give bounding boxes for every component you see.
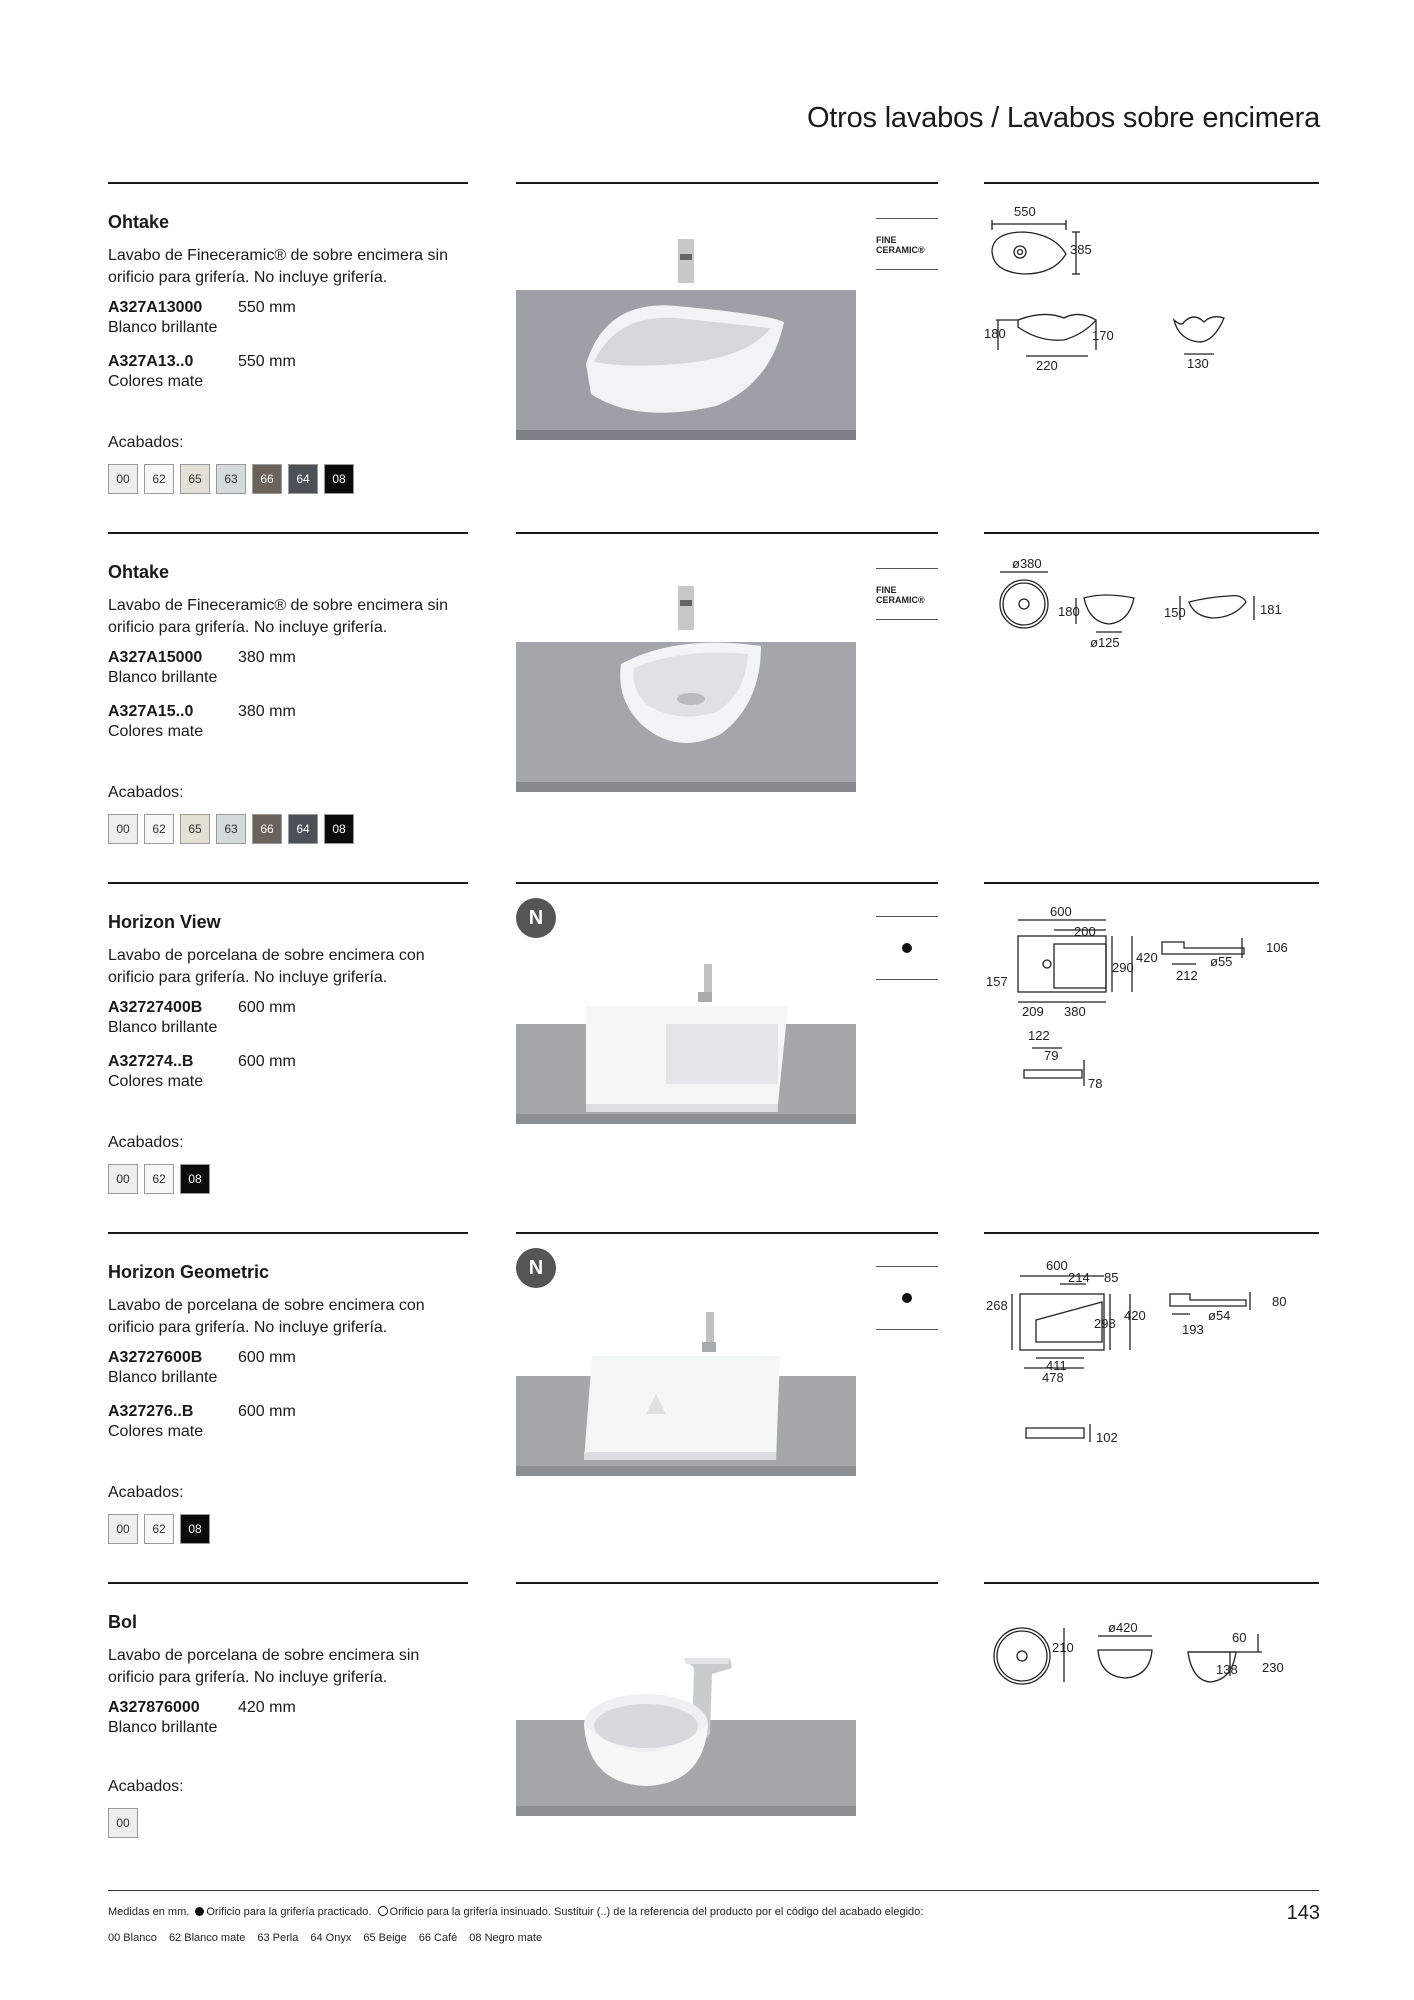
product-description: Lavabo de porcelana de sobre encimera con orificio para grifería. No incluye grifería. [108,947,425,986]
code-row [108,999,468,1039]
section-divider [984,182,1319,184]
finishes-label: Acabados: [108,1778,184,1795]
finish-code: 08 Negro mate [469,1932,543,1944]
page-number: 143 [1286,1902,1320,1924]
section-divider [984,1582,1319,1584]
footer-legend [108,1906,923,1918]
dim-label: ø420 [1108,1620,1138,1635]
code-row [108,1349,468,1389]
product-info [108,912,468,1107]
product-code: A327A15..0 [108,703,194,720]
faucet-hole-dot [902,1293,912,1303]
filled-dot-icon [195,1907,204,1916]
finish-swatches [108,464,354,494]
product-info [108,562,468,757]
product-finish: Colores mate [108,373,204,390]
finish-swatch: 65 [180,464,210,494]
finish-swatch: 08 [324,814,354,844]
product-section-bol [0,1582,1414,1932]
finish-code: 65 Beige [363,1932,407,1944]
new-badge: N [516,1248,556,1288]
dim-label: 180 [1058,604,1080,619]
finish-swatches [108,1164,210,1194]
finishes-label: Acabados: [108,434,184,451]
fine-ceramic-logo [876,218,938,270]
dim-label: 600 [1050,904,1072,919]
dim-label: 220 [1036,358,1058,373]
section-divider [108,1582,468,1584]
product-finish: Colores mate [108,1423,204,1440]
dim-label: ø380 [1012,556,1042,571]
product-size: 600 mm [238,1053,296,1070]
dim-label: 411 [1046,1358,1067,1373]
finish-swatch: 65 [180,814,210,844]
finish-code: 00 Blanco [108,1932,157,1944]
code-row [108,1403,468,1443]
dim-label: 385 [1070,242,1092,257]
dim-label: 210 [1052,1640,1074,1655]
finish-code-legend [108,1932,542,1944]
finish-swatch: 08 [180,1164,210,1194]
product-size: 550 mm [238,299,296,316]
dim-label: 212 [1176,968,1198,983]
dim-label: 157 [986,974,1008,989]
finishes-label: Acabados: [108,1134,184,1151]
product-finish: Blanco brillante [108,1719,218,1736]
dim-label: 230 [1262,1660,1284,1675]
fine-ceramic-line1: FINE [876,585,897,595]
product-finish: Blanco brillante [108,1019,218,1036]
dim-label: ø54 [1208,1308,1231,1323]
technical-drawing [984,902,1319,1132]
product-finish: Colores mate [108,1073,204,1090]
product-info [108,212,468,407]
product-finish: Blanco brillante [108,669,218,686]
section-divider [516,1232,938,1234]
product-code: A32727400B [108,999,203,1016]
product-finish: Blanco brillante [108,1369,218,1386]
finish-swatch: 66 [252,814,282,844]
dim-label: 268 [986,1298,1008,1313]
dim-label: 290 [1112,960,1134,975]
fine-ceramic-line2: CERAMIC® [876,595,925,605]
section-divider [108,182,468,184]
dim-label: 214 [1068,1270,1090,1285]
dim-label: 85 [1104,1270,1119,1285]
dim-label: 180 [984,326,1006,341]
dim-label: 122 [1028,1028,1050,1043]
product-photo [516,234,856,474]
dim-label: 298 [1094,1316,1116,1331]
product-name: Bol [108,1612,137,1632]
product-size: 600 mm [238,1349,296,1366]
technical-drawing [984,552,1319,782]
finishes-label: Acabados: [108,784,184,801]
section-divider [516,182,938,184]
dim-label: 138 [1216,1662,1238,1677]
finish-swatch: 62 [144,814,174,844]
finish-swatch: 00 [108,1164,138,1194]
product-size: 600 mm [238,999,296,1016]
fine-ceramic-line1: FINE [876,235,897,245]
technical-drawing [984,1252,1319,1482]
new-badge: N [516,898,556,938]
section-divider [108,1232,468,1234]
dim-label: 60 [1232,1630,1247,1645]
finish-swatch: 64 [288,814,318,844]
finish-swatches [108,814,354,844]
dim-label: 209 [1022,1004,1044,1019]
product-finish: Blanco brillante [108,319,218,336]
finish-swatch: 00 [108,1808,138,1838]
section-divider [108,532,468,534]
section-divider [984,882,1319,884]
footer-divider [108,1890,1319,1891]
dim-label: ø55 [1210,954,1233,969]
product-code: A327876000 [108,1699,200,1716]
product-photo [516,584,856,824]
finish-swatch: 00 [108,464,138,494]
product-code: A327276..B [108,1403,194,1420]
section-divider [108,882,468,884]
product-description: Lavabo de Fineceramic® de sobre encimera sin orificio para grifería. No incluye grifería. [108,597,448,636]
section-divider [984,532,1319,534]
dim-label: 106 [1266,940,1288,955]
technical-drawing [984,1602,1319,1832]
finish-swatches [108,1514,210,1544]
product-code: A327274..B [108,1053,194,1070]
technical-drawing [984,202,1319,432]
product-section-horizon-view [0,882,1414,1232]
product-name: Horizon Geometric [108,1262,270,1282]
product-name: Ohtake [108,562,170,582]
finishes-label: Acabados: [108,1484,184,1501]
dim-label: 130 [1187,356,1209,371]
product-photo [516,934,856,1174]
fine-ceramic-logo [876,568,938,620]
product-size: 550 mm [238,353,296,370]
dim-label: 80 [1272,1294,1287,1309]
finish-swatch: 66 [252,464,282,494]
finish-swatch: 63 [216,464,246,494]
product-section-ohtake-380 [0,532,1414,882]
product-photo [516,1634,856,1874]
product-code: A327A13000 [108,299,203,316]
code-row [108,299,468,339]
finish-swatches [108,1808,138,1838]
finish-swatch: 64 [288,464,318,494]
legend-hole-drilled: Orificio para la grifería practicado. [206,1906,372,1918]
product-finish: Colores mate [108,723,204,740]
dim-label: 200 [1074,924,1096,939]
finish-code: 64 Onyx [310,1932,352,1944]
dim-label: 420 [1136,950,1158,965]
dim-label: 102 [1096,1430,1118,1445]
dim-label: 170 [1092,328,1114,343]
legend-units: Medidas en mm. [108,1906,190,1918]
product-size: 420 mm [238,1699,296,1716]
faucet-hole-dot [902,943,912,953]
faucet-hole-indicator [876,1266,938,1330]
code-row [108,1053,468,1093]
dim-label: 193 [1182,1322,1204,1337]
section-divider [516,532,938,534]
product-code: A327A13..0 [108,353,194,370]
product-size: 600 mm [238,1403,296,1420]
finish-swatch: 63 [216,814,246,844]
section-divider [516,882,938,884]
product-section-ohtake-550 [0,182,1414,532]
faucet-hole-indicator [876,916,938,980]
product-photo [516,1284,856,1524]
product-info [108,1612,468,1753]
product-code: A327A15000 [108,649,203,666]
dim-label: 78 [1088,1076,1103,1091]
dim-label: 600 [1046,1258,1068,1273]
product-code: A32727600B [108,1349,203,1366]
product-name: Ohtake [108,212,170,232]
finish-swatch: 62 [144,1514,174,1544]
product-section-horizon-geometric [0,1232,1414,1582]
product-info [108,1262,468,1457]
product-name: Horizon View [108,912,221,932]
dim-label: 181 [1260,602,1282,617]
product-description: Lavabo de porcelana de sobre encimera con orificio para grifería. No incluye grifería. [108,1297,425,1336]
code-row [108,353,468,393]
dim-label: 420 [1124,1308,1146,1323]
finish-swatch: 00 [108,1514,138,1544]
finish-swatch: 62 [144,464,174,494]
finish-swatch: 62 [144,1164,174,1194]
finish-swatch: 08 [324,464,354,494]
fine-ceramic-line2: CERAMIC® [876,245,925,255]
product-size: 380 mm [238,703,296,720]
code-row [108,703,468,743]
section-divider [984,1232,1319,1234]
section-divider [516,1582,938,1584]
dim-label: 550 [1014,204,1036,219]
open-circle-icon [378,1906,388,1916]
page-title: Otros lavabos / Lavabos sobre encimera [806,102,1320,134]
legend-hole-marked: Orificio para la grifería insinuado. Sustituir (..) de la referencia del producto por el código del acabado elegido: [389,1906,924,1918]
code-row [108,1699,468,1739]
finish-code: 66 Café [418,1932,458,1944]
dim-label: ø125 [1090,635,1120,650]
dim-label: 380 [1064,1004,1086,1019]
dim-label: 150 [1164,605,1186,620]
code-row [108,649,468,689]
finish-code: 62 Blanco mate [168,1932,246,1944]
dim-label: 79 [1044,1048,1059,1063]
finish-code: 63 Perla [257,1932,299,1944]
finish-swatch: 08 [180,1514,210,1544]
finish-swatch: 00 [108,814,138,844]
product-size: 380 mm [238,649,296,666]
dim-label: 478 [1042,1370,1064,1385]
product-description: Lavabo de porcelana de sobre encimera sin orificio para grifería. No incluye grifería. [108,1647,420,1686]
product-description: Lavabo de Fineceramic® de sobre encimera sin orificio para grifería. No incluye grifería. [108,247,448,286]
